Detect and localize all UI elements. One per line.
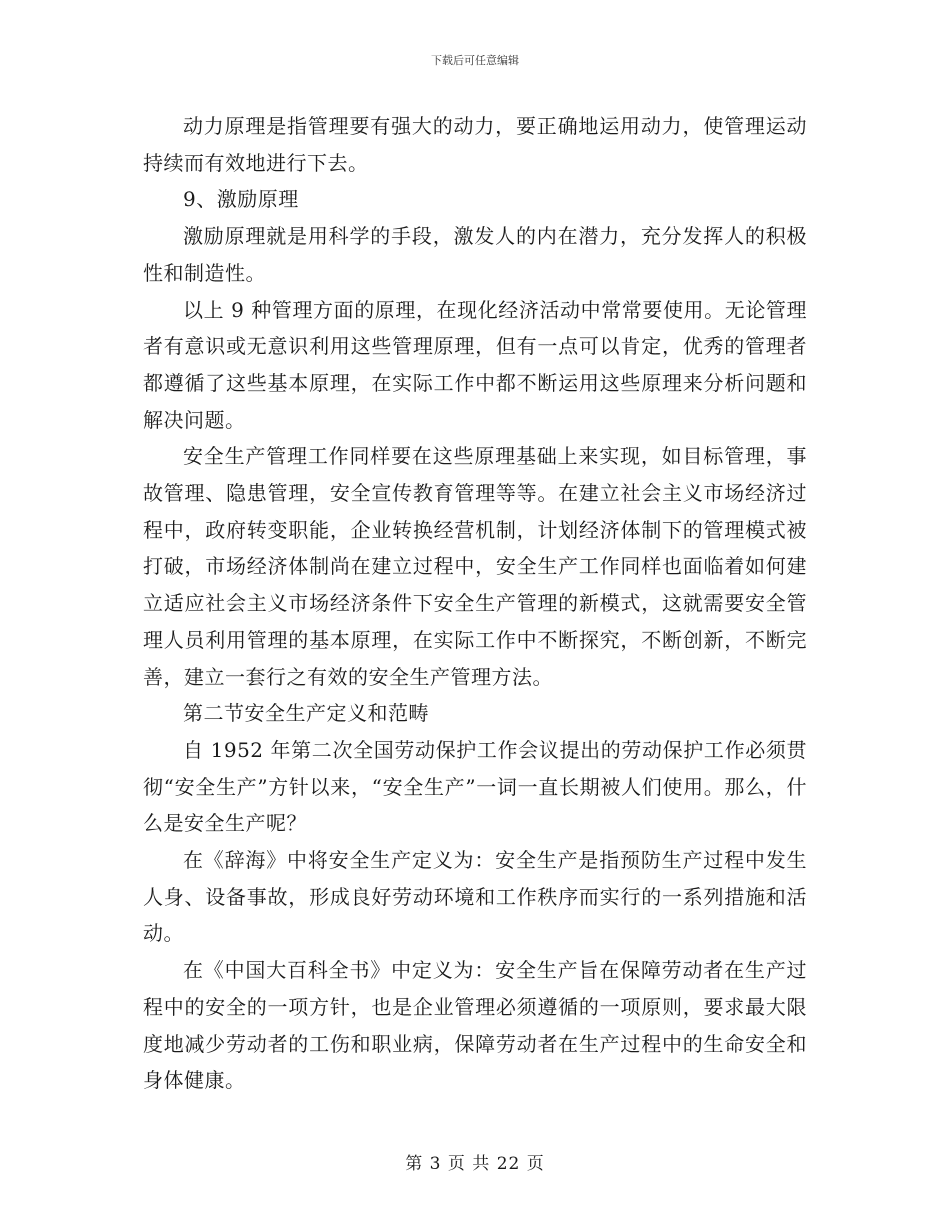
page-number: 第 3 页 共 22 页 bbox=[405, 1154, 545, 1174]
paragraph-cihai-definition: 在《辞海》中将安全生产定义为：安全生产是指预防生产过程中发生人身、设备事故，形成良好劳动环境和工作秩序而实行的一系列措施和活动。 bbox=[143, 848, 807, 946]
paragraph-incentive-principle: 激励原理就是用科学的手段，激发人的内在潜力，充分发挥人的积极性和制造性。 bbox=[143, 224, 807, 285]
section-heading: 第二节安全生产定义和范畴 bbox=[183, 701, 429, 726]
page-header: 下载后可任意编辑 bbox=[431, 54, 519, 67]
paragraph-encyclopedia-definition: 在《中国大百科全书》中定义为：安全生产旨在保障劳动者在生产过程中的安全的一项方针，也是企业管理必须遵循的一项原则，要求最大限度地减少劳动者的工伤和职业病，保障劳动者在生产过程中的生命安全和身体健康。 bbox=[143, 958, 807, 1093]
paragraph-safety-management: 安全生产管理工作同样要在这些原理基础上来实现，如目标管理，事故管理、隐患管理，安全宣传教育管理等等。在建立社会主义市场经济过程中，政府转变职能，企业转换经营机制，计划经济体制下的管理模式被打破，市场经济体制尚在建立过程中，安全生产工作同样也面临着如何建立适应社会主义市场经济条件下安全生产管理的新模式，这就需要安全管理人员利用管理的基本原理，在实际工作中不断探究，不断创新，不断完善，建立一套行之有效的安全生产管理方法。 bbox=[143, 444, 807, 689]
heading-incentive-principle: 9、激励原理 bbox=[183, 187, 299, 212]
paragraph-dynamic-principle: 动力原理是指管理要有强大的动力，要正确地运用动力，使管理运动持续而有效地进行下去。 bbox=[143, 114, 807, 175]
document-body bbox=[143, 108, 807, 1099]
paragraph-1952-conference: 自 1952 年第二次全国劳动保护工作会议提出的劳动保护工作必须贯彻“安全生产”方针以来，“安全生产”一词一直长期被人们使用。那么，什么是安全生产呢？ bbox=[143, 737, 807, 836]
paragraph-nine-principles: 以上 9 种管理方面的原理，在现化经济活动中常常要使用。无论管理者有意识或无意识利用这些管理原理，但有一点可以肯定，优秀的管理者都遵循了这些基本原理，在实际工作中都不断运用这些原理来分析问题和解决问题。 bbox=[143, 297, 807, 432]
